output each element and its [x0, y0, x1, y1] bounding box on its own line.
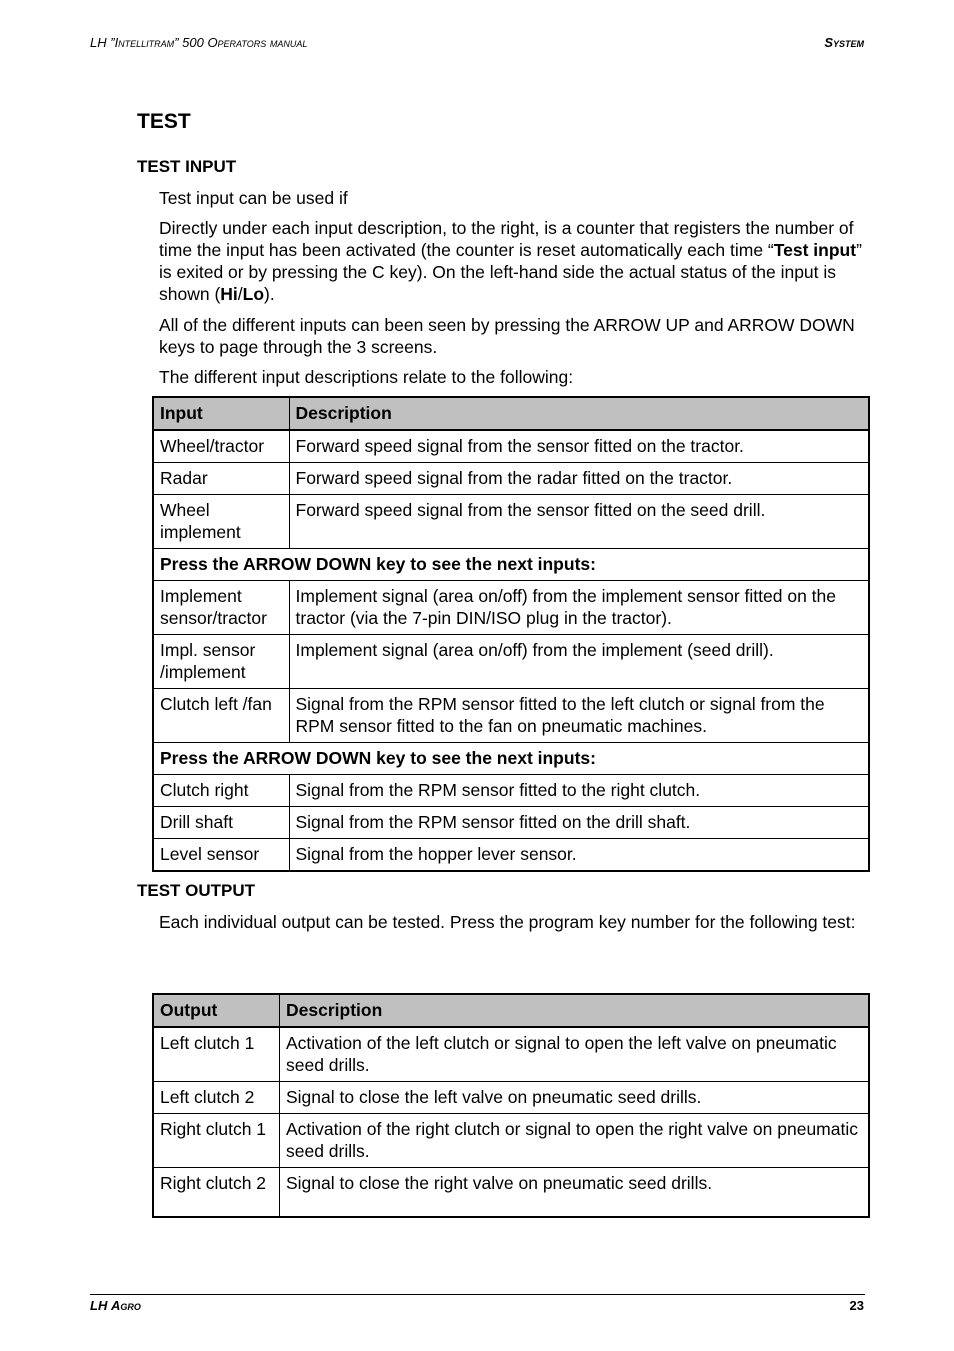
manual-title [90, 35, 307, 50]
table-row [153, 689, 869, 743]
manual-title-prefix: LH ” [90, 35, 115, 50]
test-input-intro: Test input can be used if [159, 188, 348, 208]
table-row [153, 839, 869, 872]
table-row [153, 581, 869, 635]
description-cell: Implement signal (area on/off) from the implement sensor fitted on the tractor (via the 7-pin DIN/ISO plug in the tractor). [289, 581, 869, 635]
slash-text: / [237, 284, 243, 304]
description-cell: Signal from the RPM sensor fitted to the left clutch or signal from the RPM sensor fitted to the fan on pneumatic machines. [289, 689, 869, 743]
description-cell: Activation of the left clutch or signal to open the left valve on pneumatic seed drills. [280, 1027, 870, 1082]
column-header-description: Description [280, 994, 870, 1027]
company-name [90, 1298, 141, 1313]
test-output-heading: TEST OUTPUT [137, 881, 256, 900]
input-cell: Implement sensor/tractor [153, 581, 289, 635]
table-divider-row [153, 549, 869, 581]
description-cell: Signal to close the left valve on pneumatic seed drills. [280, 1082, 870, 1114]
lo-label: Lo [242, 284, 265, 304]
section-name: System [824, 35, 864, 50]
table-divider-row [153, 743, 869, 775]
description-cell: Forward speed signal from the sensor fitted on the seed drill. [289, 495, 869, 549]
table-row [153, 1082, 869, 1114]
table-header-row [153, 397, 869, 430]
table-row [153, 430, 869, 463]
output-cell: Right clutch 1 [153, 1114, 280, 1168]
input-cell: Clutch right [153, 775, 289, 807]
table-row [153, 463, 869, 495]
description-cell: Signal from the RPM sensor fitted to the right clutch. [289, 775, 869, 807]
input-cell: Wheel/tractor [153, 430, 289, 463]
column-header-description: Description [289, 397, 869, 430]
next-screen-note: Press the ARROW DOWN key to see the next inputs: [153, 549, 869, 581]
input-cell: Wheel implement [153, 495, 289, 549]
table-row [153, 635, 869, 689]
table-row [153, 1168, 869, 1218]
output-cell: Left clutch 2 [153, 1082, 280, 1114]
description-cell: Forward speed signal from the sensor fitted on the tractor. [289, 430, 869, 463]
input-cell: Clutch left /fan [153, 689, 289, 743]
paragraph-end: ). [264, 284, 275, 304]
input-table [152, 396, 870, 872]
manual-title-brand: Intellitram [114, 35, 175, 50]
output-table [152, 993, 870, 1218]
test-input-relate-paragraph: The different input descriptions relate to the following: [159, 367, 574, 387]
description-cell: Forward speed signal from the radar fitted on the tractor. [289, 463, 869, 495]
test-input-heading: TEST INPUT [137, 157, 237, 176]
company-agro: Agro [110, 1298, 141, 1313]
table-row [153, 775, 869, 807]
input-cell: Drill shaft [153, 807, 289, 839]
table-row [153, 1114, 869, 1168]
column-header-output: Output [153, 994, 280, 1027]
table-row [153, 1027, 869, 1082]
table-header-row [153, 994, 869, 1027]
paragraph-bold: Test input [773, 240, 857, 260]
input-cell: Level sensor [153, 839, 289, 872]
page-title: TEST [137, 110, 191, 133]
description-cell: Implement signal (area on/off) from the implement (seed drill). [289, 635, 869, 689]
paragraph-text: Directly under each input description, to the right, is a counter that registers the number of time the input has been activated (the counter is reset automatically each time “ [159, 218, 854, 260]
manual-title-rest: Operators manual [207, 35, 308, 50]
column-header-input: Input [153, 397, 289, 430]
company-lh: LH [90, 1298, 111, 1313]
test-output-intro: Each individual output can be tested. Press the program key number for the following test: [159, 912, 856, 932]
footer-rule [90, 1294, 865, 1295]
test-input-counter-paragraph [159, 217, 871, 305]
table-row [153, 807, 869, 839]
description-cell: Activation of the right clutch or signal to open the right valve on pneumatic seed drills. [280, 1114, 870, 1168]
manual-title-suffix: ” 500 [174, 35, 208, 50]
input-cell: Impl. sensor /implement [153, 635, 289, 689]
next-screen-note: Press the ARROW DOWN key to see the next inputs: [153, 743, 869, 775]
description-cell: Signal from the hopper lever sensor. [289, 839, 869, 872]
hi-label: Hi [220, 284, 238, 304]
description-cell: Signal to close the right valve on pneumatic seed drills. [280, 1168, 870, 1218]
description-cell: Signal from the RPM sensor fitted on the drill shaft. [289, 807, 869, 839]
paragraph-text: ” is exited or by pressing the C key). On the left-hand side the actual status of the input is shown ( [159, 240, 862, 304]
test-input-arrow-paragraph: All of the different inputs can been seen by pressing the ARROW UP and ARROW DOWN keys to page through the 3 screens. [159, 315, 855, 357]
page-number: 23 [849, 1298, 864, 1313]
input-cell: Radar [153, 463, 289, 495]
table-row [153, 495, 869, 549]
output-cell: Left clutch 1 [153, 1027, 280, 1082]
output-cell: Right clutch 2 [153, 1168, 280, 1218]
